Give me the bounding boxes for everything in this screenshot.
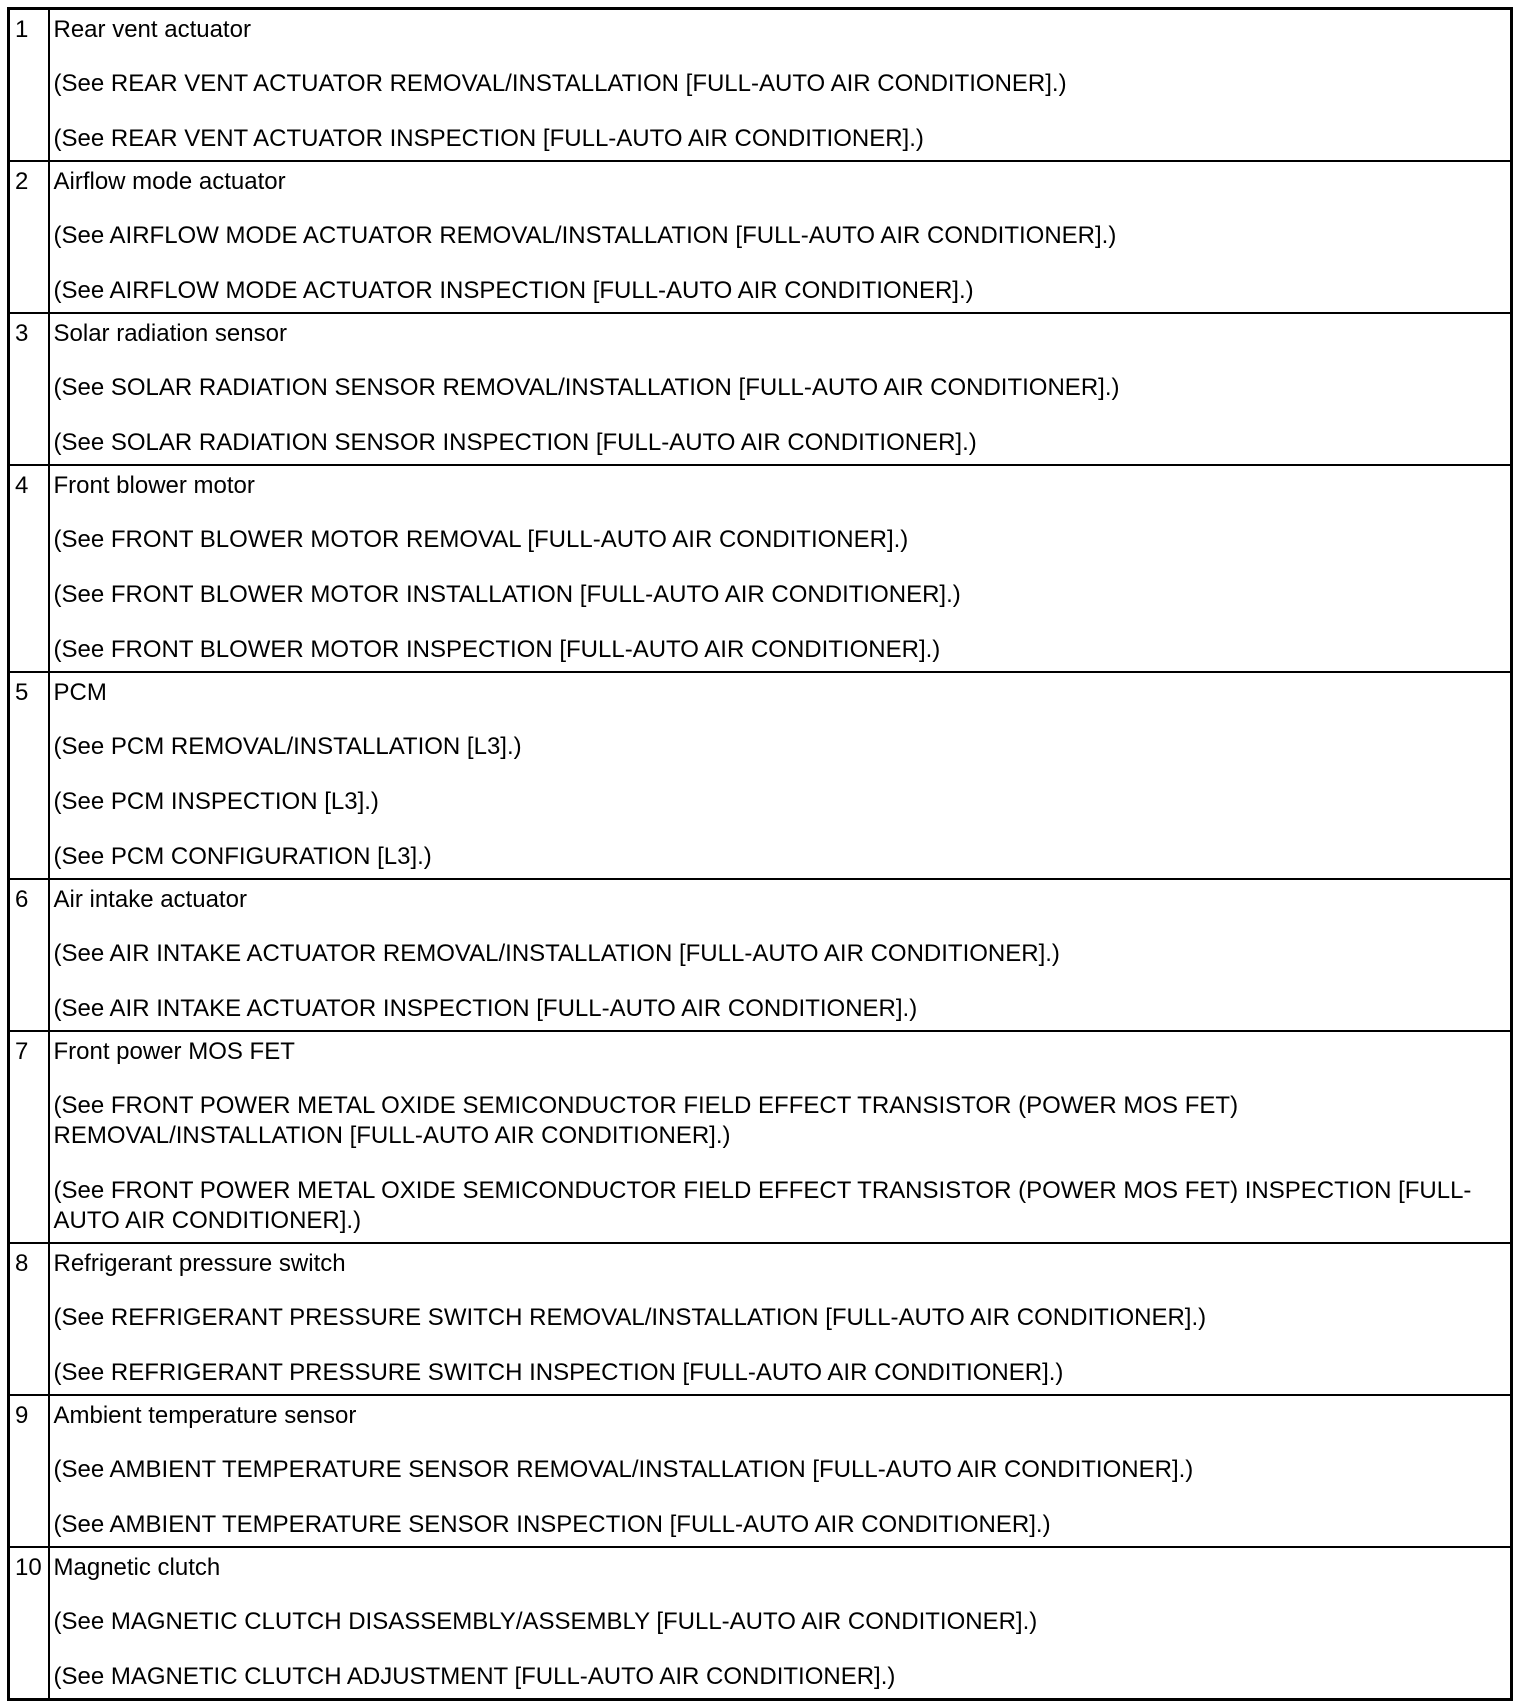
table-body <box>9 9 1512 1700</box>
procedure-link[interactable]: (See PCM INSPECTION [L3].) <box>53 788 379 815</box>
table-row <box>9 9 1512 162</box>
procedure-link[interactable]: (See FRONT POWER METAL OXIDE SEMICONDUCTOR FIELD EFFECT TRANSISTOR (POWER MOS FET) INSPECTION [FULL-AUTO AIR CONDITIONER].) <box>53 1177 1472 1234</box>
procedure-link[interactable]: (See AIR INTAKE ACTUATOR REMOVAL/INSTALLATION [FULL-AUTO AIR CONDITIONER].) <box>53 940 1060 967</box>
component-title: Front blower motor <box>53 472 255 499</box>
procedure-link[interactable]: (See PCM REMOVAL/INSTALLATION [L3].) <box>53 733 522 760</box>
row-number: 2 <box>9 161 49 313</box>
row-content <box>49 313 1512 465</box>
procedure-link[interactable]: (See FRONT BLOWER MOTOR REMOVAL [FULL-AUTO AIR CONDITIONER].) <box>53 526 909 553</box>
table-row <box>9 1031 1512 1243</box>
procedure-link[interactable]: (See FRONT BLOWER MOTOR INSPECTION [FULL-AUTO AIR CONDITIONER].) <box>53 636 941 663</box>
procedure-link[interactable]: (See REAR VENT ACTUATOR REMOVAL/INSTALLATION [FULL-AUTO AIR CONDITIONER].) <box>53 70 1067 97</box>
component-title: Air intake actuator <box>53 886 247 913</box>
procedure-link[interactable]: (See PCM CONFIGURATION [L3].) <box>53 843 432 870</box>
row-number: 8 <box>9 1243 49 1395</box>
procedure-link[interactable]: (See SOLAR RADIATION SENSOR REMOVAL/INSTALLATION [FULL-AUTO AIR CONDITIONER].) <box>53 374 1120 401</box>
row-number: 4 <box>9 465 49 672</box>
row-number: 10 <box>9 1547 49 1700</box>
row-number: 3 <box>9 313 49 465</box>
procedure-link[interactable]: (See AMBIENT TEMPERATURE SENSOR INSPECTION [FULL-AUTO AIR CONDITIONER].) <box>53 1511 1051 1538</box>
table-row <box>9 1243 1512 1395</box>
component-title: Magnetic clutch <box>53 1554 221 1581</box>
row-number: 6 <box>9 879 49 1031</box>
component-reference-table <box>7 7 1513 1701</box>
table-row <box>9 1547 1512 1700</box>
row-content <box>49 465 1512 672</box>
procedure-link[interactable]: (See REFRIGERANT PRESSURE SWITCH REMOVAL/INSTALLATION [FULL-AUTO AIR CONDITIONER].) <box>53 1304 1207 1331</box>
row-content <box>49 1031 1512 1243</box>
component-title: Ambient temperature sensor <box>53 1402 357 1429</box>
table-row <box>9 313 1512 465</box>
component-title: Rear vent actuator <box>53 16 251 43</box>
procedure-link[interactable]: (See AIRFLOW MODE ACTUATOR INSPECTION [FULL-AUTO AIR CONDITIONER].) <box>53 277 974 304</box>
table-row <box>9 161 1512 313</box>
row-content <box>49 161 1512 313</box>
row-number: 9 <box>9 1395 49 1547</box>
procedure-link[interactable]: (See FRONT BLOWER MOTOR INSTALLATION [FULL-AUTO AIR CONDITIONER].) <box>53 581 961 608</box>
row-content <box>49 1395 1512 1547</box>
procedure-link[interactable]: (See MAGNETIC CLUTCH DISASSEMBLY/ASSEMBLY [FULL-AUTO AIR CONDITIONER].) <box>53 1608 1038 1635</box>
procedure-link[interactable]: (See AMBIENT TEMPERATURE SENSOR REMOVAL/INSTALLATION [FULL-AUTO AIR CONDITIONER].) <box>53 1456 1194 1483</box>
row-content <box>49 672 1512 879</box>
row-content <box>49 1243 1512 1395</box>
component-title: Refrigerant pressure switch <box>53 1250 346 1277</box>
row-content <box>49 879 1512 1031</box>
procedure-link[interactable]: (See REAR VENT ACTUATOR INSPECTION [FULL-AUTO AIR CONDITIONER].) <box>53 125 924 152</box>
component-title: PCM <box>53 679 107 706</box>
table-row <box>9 672 1512 879</box>
procedure-link[interactable]: (See AIRFLOW MODE ACTUATOR REMOVAL/INSTALLATION [FULL-AUTO AIR CONDITIONER].) <box>53 222 1117 249</box>
table-row <box>9 465 1512 672</box>
row-content <box>49 9 1512 162</box>
row-number: 7 <box>9 1031 49 1243</box>
procedure-link[interactable]: (See AIR INTAKE ACTUATOR INSPECTION [FULL-AUTO AIR CONDITIONER].) <box>53 995 918 1022</box>
component-title: Solar radiation sensor <box>53 320 287 347</box>
table-row <box>9 879 1512 1031</box>
row-number: 5 <box>9 672 49 879</box>
row-number: 1 <box>9 9 49 162</box>
procedure-link[interactable]: (See FRONT POWER METAL OXIDE SEMICONDUCTOR FIELD EFFECT TRANSISTOR (POWER MOS FET) REMOVAL/INSTALLATION [FULL-AUTO AIR CONDITIONER].) <box>53 1092 1239 1149</box>
procedure-link[interactable]: (See MAGNETIC CLUTCH ADJUSTMENT [FULL-AUTO AIR CONDITIONER].) <box>53 1663 896 1690</box>
component-title: Airflow mode actuator <box>53 168 286 195</box>
component-title: Front power MOS FET <box>53 1038 295 1065</box>
table-row <box>9 1395 1512 1547</box>
row-content <box>49 1547 1512 1700</box>
procedure-link[interactable]: (See SOLAR RADIATION SENSOR INSPECTION [FULL-AUTO AIR CONDITIONER].) <box>53 429 977 456</box>
procedure-link[interactable]: (See REFRIGERANT PRESSURE SWITCH INSPECTION [FULL-AUTO AIR CONDITIONER].) <box>53 1359 1064 1386</box>
